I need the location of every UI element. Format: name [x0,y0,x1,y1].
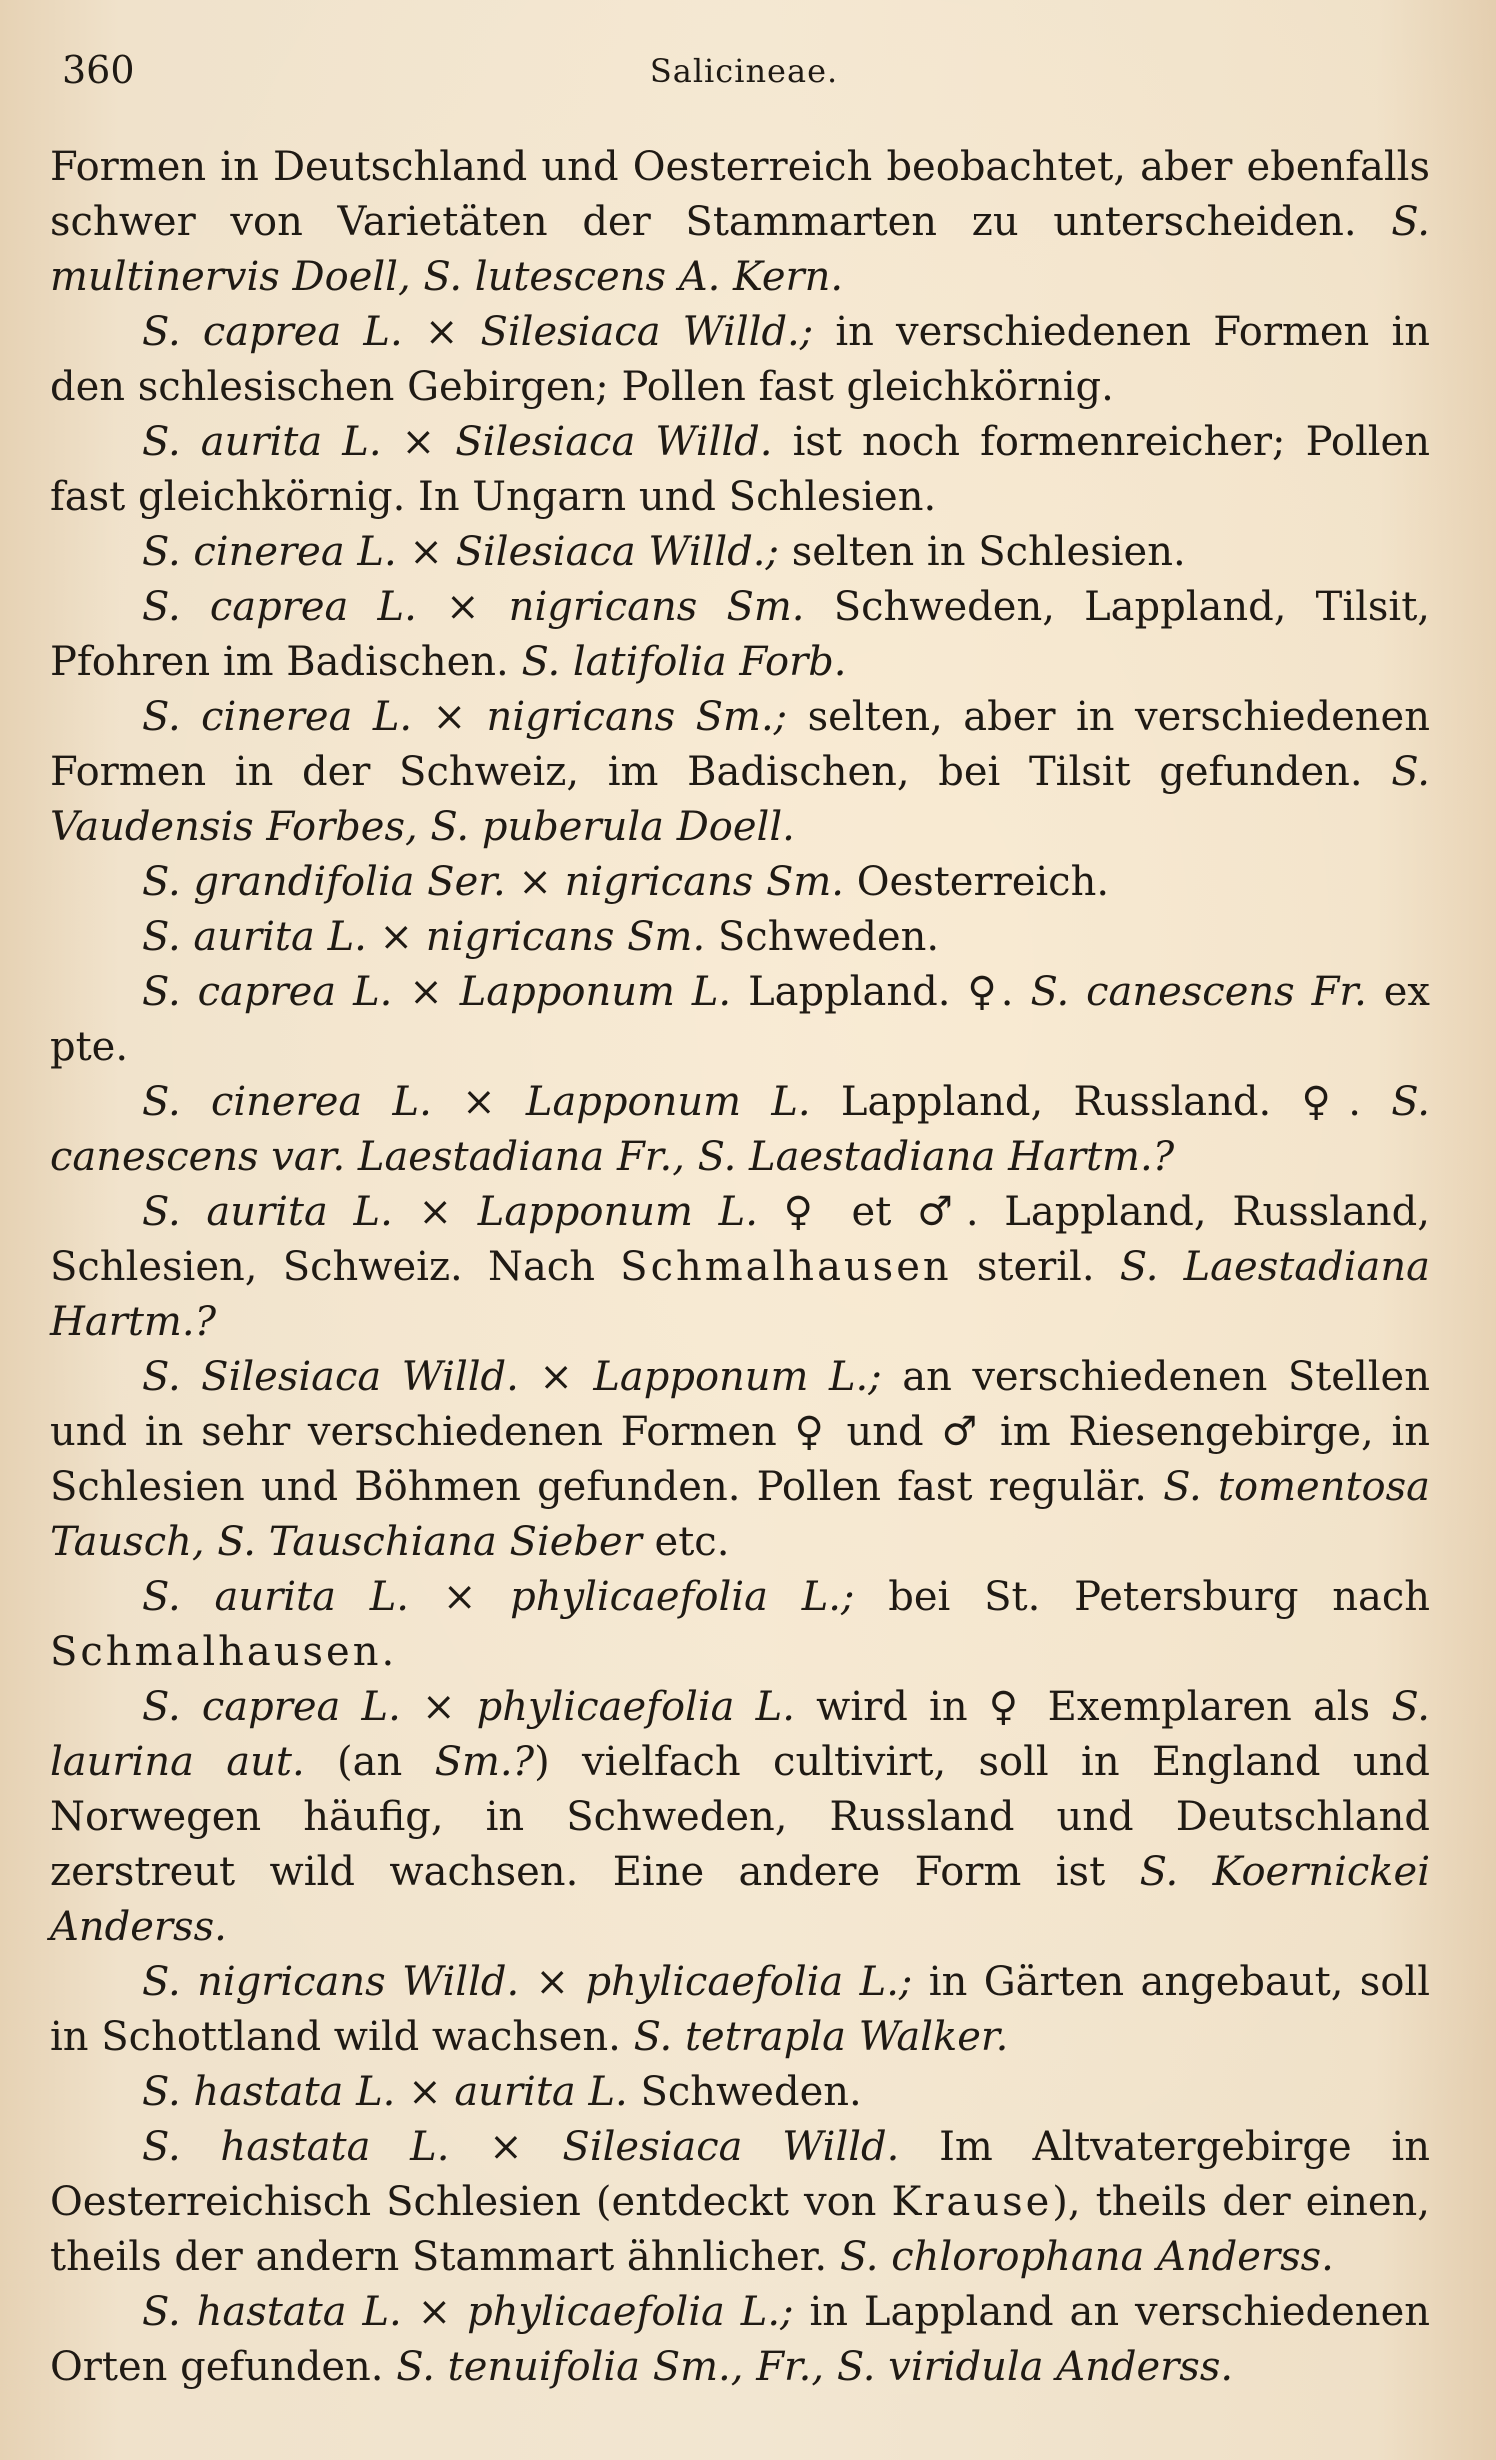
paragraph [50,1680,1430,1955]
text-segment: Oesterreich. [844,859,1110,905]
text-segment: Lappland. ♀. [731,969,1031,1015]
italic-taxon-text: S. canescens var. Laestadiana Fr., S. Laestadiana Hartm.? [50,1079,1430,1180]
text-segment: ♀ et ♂. Lappland, Russland, Schlesien, Schweiz. Nach [50,1189,1430,1290]
text-segment: Lappland, Russland. ♀. [810,1079,1392,1125]
paragraph [50,305,1430,415]
paragraph [50,1075,1430,1185]
italic-taxon-text: S. hastata L. × Silesiaca Willd. [142,2124,900,2170]
italic-taxon-text: S. caprea L. × Lapponum L. [142,969,732,1015]
italic-taxon-text: S. multinervis Doell, S. lutescens A. Kern. [50,199,1430,300]
italic-taxon-text: S. cinerea L. × nigricans Sm.; [142,694,788,740]
paragraph [50,415,1430,525]
italic-taxon-text: S. latifolia Forb. [521,639,847,685]
text-segment: Formen in Deutschland und Oesterreich beobachtet, aber ebenfalls schwer von Varietäten der Stammarten zu unterscheiden. [50,144,1430,245]
italic-taxon-text: S. canescens Fr. [1030,969,1367,1015]
paragraph [50,580,1430,690]
italic-taxon-text: S. grandifolia Ser. × nigricans Sm. [142,859,845,905]
text-segment: in Gärten angebaut, soll in Schottland wild wachsen. [50,1959,1430,2060]
paragraph [50,910,1430,965]
text-segment: ) vielfach cultivirt, soll in England und Norwegen häufig, in Schweden, Russland und Deutschland zerstreut wild wachsen. Eine andere Form ist [50,1739,1430,1895]
text-segment: in Lappland an verschiedenen Orten gefunden. [50,2289,1431,2390]
italic-taxon-text: S. laurina aut. [50,1684,1431,1785]
text-segment: selten, aber in verschiedenen Formen in der Schweiz, im Badischen, bei Tilsit gefunden. [50,694,1430,795]
italic-taxon-text: S. caprea L. × nigricans Sm. [142,584,805,630]
text-segment: Krause [891,2179,1053,2225]
italic-taxon-text: S. Koernickei Anderss. [50,1849,1431,1950]
paragraph [50,2285,1430,2395]
text-segment: Schweden. [705,914,940,960]
running-head: Salicineae. [649,52,839,90]
italic-taxon-text: S. hastata L. × phylicaefolia L.; [142,2289,794,2335]
italic-taxon-text: S. aurita L. × nigricans Sm. [142,914,706,960]
paragraph [50,2065,1430,2120]
text-segment: ist noch formenreicher; Pollen fast gleichkörnig. In Ungarn und Schlesien. [50,419,1430,520]
italic-taxon-text: S. aurita L. × Lapponum L. [142,1189,758,1235]
italic-taxon-text: S. cinerea L. × Silesiaca Willd.; [142,529,779,575]
paragraph [50,1350,1430,1570]
italic-taxon-text: S. aurita L. × Silesiaca Willd. [142,419,773,465]
text-segment: bei St. Petersburg nach [854,1574,1430,1620]
paragraph [50,690,1430,855]
paragraph [50,2120,1430,2285]
text-segment: ex pte. [50,969,1430,1070]
text-segment: in verschiedenen Formen in den schlesischen Gebirgen; Pollen fast gleichkörnig. [50,309,1430,410]
italic-taxon-text: Sm.? [434,1739,535,1785]
paragraph [50,1185,1430,1350]
italic-taxon-text: S. cinerea L. × Lapponum L. [142,1079,811,1125]
paragraph [50,965,1430,1075]
italic-taxon-text: S. tetrapla Walker. [633,2014,1009,2060]
text-segment: etc. [641,1519,730,1565]
text-segment: selten in Schlesien. [779,529,1186,575]
paragraph [50,1570,1430,1680]
text-segment: Im Altvatergebirge in Oesterreichisch Schlesien (entdeckt von [50,2124,1430,2225]
italic-taxon-text: S. caprea L. × Silesiaca Willd.; [142,309,814,355]
page-header [62,48,1426,108]
body-text [50,140,1430,2395]
paragraph [50,1955,1430,2065]
text-segment: Schmalhausen [50,1629,382,1675]
text-segment: steril. [951,1244,1120,1290]
text-segment: Schmalhausen [620,1244,952,1290]
italic-taxon-text: S. aurita L. × phylicaefolia L.; [142,1574,855,1620]
paragraph [50,140,1430,305]
text-segment: Schweden. [627,2069,862,2115]
text-segment: wird in ♀ Exemplaren als [794,1684,1392,1730]
italic-taxon-text: S. Vaudensis Forbes, S. puberula Doell. [50,749,1430,850]
italic-taxon-text: S. tomentosa Tausch, S. Tauschiana Sieber [50,1464,1430,1565]
text-segment: ), theils der einen, theils der andern Stammart ähnlicher. [50,2179,1430,2280]
italic-taxon-text: S. Laestadiana Hartm.? [50,1244,1431,1345]
paragraph [50,855,1430,910]
text-segment: Schweden, Lappland, Tilsit, Pfohren im Badischen. [50,584,1431,685]
italic-taxon-text: S. caprea L. × phylicaefolia L. [142,1684,795,1730]
italic-taxon-text: S. nigricans Willd. × phylicaefolia L.; [142,1959,913,2005]
text-segment: . [381,1629,395,1675]
italic-taxon-text: S. hastata L. × aurita L. [142,2069,628,2115]
paragraph [50,525,1430,580]
page-number: 360 [62,48,135,92]
italic-taxon-text: S. chlorophana Anderss. [839,2234,1334,2280]
italic-taxon-text: S. tenuifolia Sm., Fr., S. viridula Anderss. [396,2344,1234,2390]
text-segment: an verschiedenen Stellen und in sehr verschiedenen Formen ♀ und ♂ im Riesengebirge, in Schlesien und Böhmen gefunden. Pollen fast regulär. [50,1354,1430,1510]
text-segment: (an [304,1739,435,1785]
italic-taxon-text: S. Silesiaca Willd. × Lapponum L.; [142,1354,882,1400]
